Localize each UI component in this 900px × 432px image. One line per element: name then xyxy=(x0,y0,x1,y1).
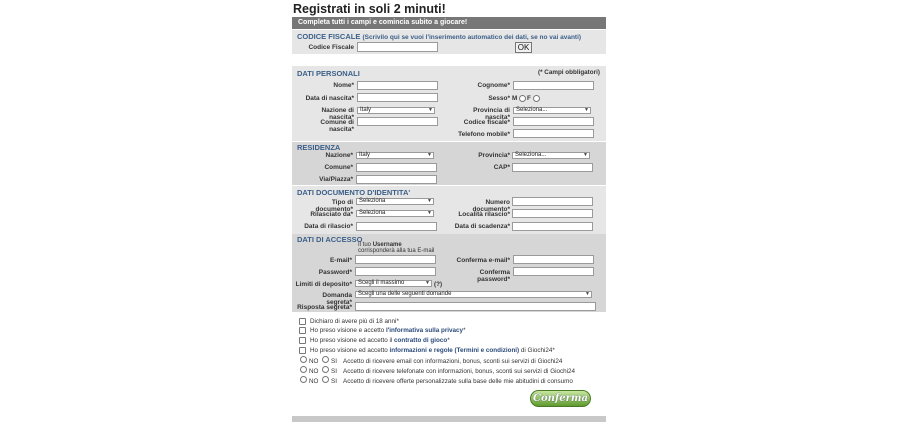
rilasciato-label: Rilasciato da* xyxy=(310,211,353,218)
nome-label: Nome* xyxy=(333,82,354,89)
fiscal-code-input[interactable] xyxy=(357,42,438,52)
password-input[interactable] xyxy=(355,267,436,276)
email-input[interactable] xyxy=(355,255,436,264)
provincia-select[interactable] xyxy=(512,152,590,159)
chevron-down-icon: ▼ xyxy=(425,280,430,286)
phone-offers-si-radio[interactable] xyxy=(322,366,329,373)
provincia-value: Seleziona... xyxy=(515,152,547,158)
chevron-down-icon: ▼ xyxy=(584,107,589,113)
cognome-label: Cognome* xyxy=(477,82,510,89)
terms-post: di Giochi24* xyxy=(520,347,555,354)
data-scadenza-input[interactable] xyxy=(512,222,593,231)
localita-rilascio-input[interactable] xyxy=(512,209,593,218)
nazione-nascita-value: Italy xyxy=(360,107,372,113)
nazione-nascita-label: Nazione di nascita* xyxy=(321,107,354,121)
age-text: Dichiaro di avere più di 18 anni* xyxy=(310,318,399,325)
cognome-input[interactable] xyxy=(513,81,594,90)
cap-label: CAP* xyxy=(493,164,510,171)
gioco-checkbox[interactable] xyxy=(299,337,306,344)
custom-offers-text: Accetto di ricevere offerte personalizzate sulla base delle mie abitudini di consumo xyxy=(343,378,573,385)
data-scadenza-label: Data di scadenza* xyxy=(454,223,510,230)
nazione-nascita-select[interactable] xyxy=(357,107,435,114)
email-offers-si-label: SI xyxy=(331,358,337,365)
custom-offers-si-radio[interactable] xyxy=(322,376,329,383)
limiti-label: Limiti di deposito* xyxy=(295,281,352,288)
nome-input[interactable] xyxy=(357,81,438,90)
domanda-select[interactable] xyxy=(355,291,592,298)
conferma-email-input[interactable] xyxy=(513,255,594,264)
rilasciato-value: Seleziona xyxy=(359,210,386,216)
header-bar: Completa tutti i campi e comincia subito a giocare! xyxy=(292,17,606,29)
terms-checkbox[interactable] xyxy=(299,347,306,354)
email-offers-text: Accetto di ricevere email con informazioni, bonus, sconti sui servizi di Giochi24 xyxy=(343,358,563,365)
password-label: Password* xyxy=(318,269,352,276)
comune-nascita-label: Comune di nascita* xyxy=(320,119,354,133)
page-title: Registrati in soli 2 minuti! xyxy=(293,2,446,16)
email-offers-no-radio[interactable] xyxy=(300,356,307,363)
via-input[interactable] xyxy=(356,175,437,184)
chevron-down-icon: ▼ xyxy=(585,291,590,297)
gioco-text xyxy=(310,337,450,344)
phone-offers-text: Accetto di ricevere telefonate con informazioni, bonus, sconti sui servizi di Giochi24 xyxy=(343,368,576,375)
custom-offers-no-label: NO xyxy=(309,378,319,385)
nazione-select[interactable] xyxy=(356,152,434,159)
provincia-nascita-select[interactable] xyxy=(513,107,591,114)
username-note-text: Il tuo xyxy=(358,242,372,248)
terms-text xyxy=(310,347,555,354)
limiti-value: Scegli il massimo xyxy=(358,280,405,286)
provincia-label: Provincia* xyxy=(478,152,510,159)
provincia-nascita-value: Seleziona... xyxy=(516,107,548,113)
comune-nascita-input[interactable] xyxy=(357,117,438,126)
data-nascita-input[interactable] xyxy=(357,93,438,102)
confirm-button[interactable]: Conferma xyxy=(530,390,591,407)
form-footer-bar xyxy=(292,416,606,422)
telefono-label: Telefono mobile* xyxy=(458,131,510,138)
chevron-down-icon: ▼ xyxy=(427,210,432,216)
personal-section-title: DATI PERSONALI xyxy=(297,69,360,78)
tipo-documento-label: Tipo di documento* xyxy=(315,199,353,213)
sesso-m-label: M xyxy=(512,95,518,102)
privacy-pre: Ho preso visione e accetto xyxy=(310,327,385,334)
username-note-line2: corrisponderà alla tua E-mail xyxy=(358,248,435,254)
codice-fiscale-input[interactable] xyxy=(513,117,594,126)
via-label: Via/Piazza* xyxy=(319,176,353,183)
privacy-text xyxy=(310,327,466,334)
conferma-password-input[interactable] xyxy=(513,267,594,276)
comune-input[interactable] xyxy=(356,163,437,172)
cap-input[interactable] xyxy=(512,163,593,172)
numero-documento-input[interactable] xyxy=(512,197,593,206)
terms-pre: Ho preso visione ed accetto xyxy=(310,347,388,354)
fiscal-section-title xyxy=(297,32,581,41)
email-offers-no-label: NO xyxy=(309,358,319,365)
custom-offers-si-label: SI xyxy=(331,378,337,385)
tipo-documento-value: Seleziona xyxy=(359,198,386,204)
custom-offers-no-radio[interactable] xyxy=(300,376,307,383)
sesso-label: Sesso* xyxy=(488,95,510,102)
nazione-value: Italy xyxy=(359,152,371,158)
chevron-down-icon: ▼ xyxy=(428,107,433,113)
limiti-help-link[interactable]: (?) xyxy=(434,281,443,288)
privacy-checkbox[interactable] xyxy=(299,327,306,334)
required-note: (* Campi obbligatori) xyxy=(538,69,600,76)
rilasciato-select[interactable] xyxy=(356,210,434,217)
email-label: E-mail* xyxy=(329,257,352,264)
nazione-label: Nazione* xyxy=(325,152,353,159)
domanda-value: Scegli una delle seguenti domande xyxy=(358,291,452,297)
phone-offers-no-label: NO xyxy=(309,368,319,375)
data-rilascio-label: Data di rilascio* xyxy=(304,223,353,230)
conferma-password-label: Conferma password* xyxy=(477,269,510,283)
phone-offers-si-label: SI xyxy=(331,368,337,375)
provincia-nascita-label: Provincia di nascita* xyxy=(473,107,510,121)
chevron-down-icon: ▼ xyxy=(583,152,588,158)
conferma-email-label: Conferma e-mail* xyxy=(456,257,510,264)
gioco-post: * xyxy=(447,337,450,344)
fiscal-code-label: Codice Fiscale xyxy=(308,44,354,51)
age-checkbox[interactable] xyxy=(299,318,306,325)
tipo-documento-select[interactable] xyxy=(356,198,434,205)
comune-label: Comune* xyxy=(324,164,353,171)
chevron-down-icon: ▼ xyxy=(427,152,432,158)
username-note-bold: Username xyxy=(372,242,402,248)
gioco-pre: Ho preso visione ed accetto il xyxy=(310,337,393,344)
gioco-link[interactable]: contratto di gioco xyxy=(394,337,448,344)
risposta-label: Risposta segreta* xyxy=(297,304,352,311)
fiscal-hint: (Scrivilo qui se vuoi l'inserimento automatico dei dati, se no vai avanti) xyxy=(362,34,582,41)
domanda-label: Domanda segreta* xyxy=(322,292,352,306)
telefono-input[interactable] xyxy=(513,129,594,138)
phone-offers-no-radio[interactable] xyxy=(300,366,307,373)
privacy-post: * xyxy=(463,327,466,334)
data-rilascio-input[interactable] xyxy=(356,222,437,231)
residence-section-title: RESIDENZA xyxy=(297,143,341,152)
privacy-link[interactable]: l'informativa sulla privacy xyxy=(385,327,464,334)
risposta-input[interactable] xyxy=(355,302,596,311)
sesso-m-radio[interactable] xyxy=(519,95,526,102)
localita-rilascio-label: Località rilascio* xyxy=(458,211,510,218)
codice-fiscale-label: Codice fiscale* xyxy=(463,119,510,126)
document-section-title: DATI DOCUMENTO D'IDENTITA' xyxy=(297,188,411,197)
chevron-down-icon: ▼ xyxy=(427,198,432,204)
fiscal-ok-button[interactable]: OK xyxy=(515,42,532,53)
fiscal-section-label: CODICE FISCALE xyxy=(297,32,361,41)
numero-documento-label: Numero documento* xyxy=(472,199,510,213)
access-section-title: DATI DI ACCESSO xyxy=(297,235,363,244)
data-nascita-label: Data di nascita* xyxy=(305,95,354,102)
limiti-select[interactable] xyxy=(355,280,432,287)
terms-link[interactable]: informazioni e regole (Termini e condizioni) xyxy=(389,347,520,354)
sesso-f-radio[interactable] xyxy=(533,95,540,102)
email-offers-si-radio[interactable] xyxy=(322,356,329,363)
sesso-f-label: F xyxy=(527,95,531,102)
